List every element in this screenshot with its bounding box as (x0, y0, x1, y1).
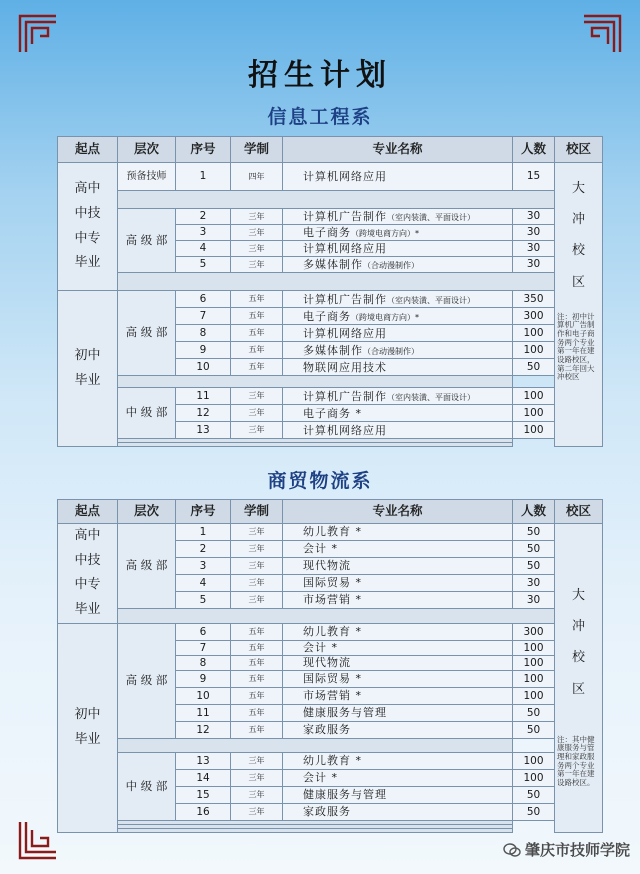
header-no: 序号 (176, 137, 231, 163)
table-row: 8 五年 现代物流 100 (58, 655, 603, 670)
level-cell: 中 级 部 (118, 388, 176, 439)
header-start: 起点 (58, 137, 118, 163)
header-count: 人数 (513, 137, 555, 163)
table-row: 9 五年 多媒体制作（合动漫制作） 100 (58, 342, 603, 359)
table-row: 5 三年 多媒体制作（合动漫制作） 30 (58, 257, 603, 273)
spacer-row (118, 376, 513, 388)
spacer-row (118, 273, 555, 291)
section-title-info-eng: 信息工程系 (267, 106, 373, 128)
header-major: 专业名称 (283, 137, 513, 163)
section-title-trade: 商贸物流系 (267, 470, 373, 492)
campus-note: 注：初中计算机广告制作和电子商务两个专业第一年在建设路校区，第二年回大冲校区 (557, 311, 595, 382)
start-cell: 初中 毕业 (58, 291, 118, 447)
table-row: 9 五年 国际贸易 * 100 (58, 670, 603, 687)
table-row (58, 163, 603, 191)
table-row: 11 五年 健康服务与管理 50 (58, 704, 603, 721)
table-row: 12 五年 家政服务 50 (58, 721, 603, 738)
level-cell: 高 级 部 (118, 291, 176, 376)
page-title: 招生计划 (248, 58, 392, 93)
spacer-row (118, 738, 513, 752)
corner-ornament-top-right-icon (582, 14, 622, 54)
table-row: 12 三年 电子商务 * 100 (58, 405, 603, 422)
start-cell: 初中 毕业 (58, 623, 118, 832)
campus-cell: 大 冲 校 区 注：其中健康服务与管理和家政服务两个专业第一年在建设路校区。 (555, 524, 603, 833)
table-row: 2 三年 会计 * 50 (58, 540, 603, 557)
table-row: 中 级 部 11 三年 计算机广告制作（室内装潢、平面设计） 100 (58, 388, 603, 405)
table-row: 14 三年 会计 * 100 (58, 769, 603, 786)
table-row: 中 级 部 13 三年 幼儿教育 * 100 (58, 752, 603, 769)
table-row: 初中 毕业 高 级 部 6 五年 计算机广告制作（室内装潢、平面设计） 350 (58, 291, 603, 308)
table-row: 4 三年 计算机网络应用 30 (58, 241, 603, 257)
table-row: 高 级 部 2 三年 计算机广告制作（室内装潢、平面设计） 30 (58, 209, 603, 225)
row-duration: 四年 (231, 163, 283, 191)
row-count: 15 (513, 163, 555, 191)
level-cell: 中 级 部 (118, 752, 176, 820)
spacer-row (118, 608, 555, 623)
table-row: 7 五年 电子商务（跨境电商方向）* 300 (58, 308, 603, 325)
corner-ornament-bottom-left-icon (18, 820, 58, 860)
campus-cell: 大 冲 校 区 注：初中计算机广告制作和电子商务两个专业第一年在建设路校区，第二年回大冲校区 (555, 163, 603, 447)
row-major: 计算机网络应用 (283, 163, 513, 191)
header-duration: 学制 (231, 137, 283, 163)
logo-text: 肇庆市技师学院 (524, 841, 630, 859)
table-row: 10 五年 物联网应用技术 50 (58, 359, 603, 376)
table-row: 13 三年 计算机网络应用 100 (58, 422, 603, 439)
level-cell: 高 级 部 (118, 209, 176, 273)
spacer-row (118, 191, 555, 209)
wechat-watermark (503, 839, 630, 860)
level-cell: 高 级 部 (118, 524, 176, 609)
table-row: 初中 毕业 高 级 部 6 五年 幼儿教育 * 300 (58, 623, 603, 640)
table-row: 4 三年 国际贸易 * 30 (58, 574, 603, 591)
table-row: 8 五年 计算机网络应用 100 (58, 325, 603, 342)
header-campus: 校区 (555, 137, 603, 163)
table-row: 高中 中技 中专 毕业 高 级 部 1 三年 幼儿教育 * 50 大 冲 校 区 注：其中健康服务与管理和家政服务两个专业第一年在建设路校区。 (58, 524, 603, 541)
table-row: 15 三年 健康服务与管理 50 (58, 786, 603, 803)
header-level: 层次 (118, 137, 176, 163)
table-row: 10 五年 市场营销 * 100 (58, 687, 603, 704)
level-cell: 预备技师 (118, 163, 176, 191)
table-trade: 起点 层次 序号 学制 专业名称 人数 校区 高中 中技 中专 毕业 高 级 部 1 三年 幼儿教育 * 50 大 冲 校 区 注：其中健康服务与管理和家政服务两个专业第一年在建设路校区。 2 三年 会计 * 50 3 三年 现代物流 50 4 三年 国际贸易 * 30 5 三年 市场营销 * 30 初中 毕业 高 级 部 6 五年 幼儿教育 * 300 7 五年 会计 * 100 8 五年 现代物流 100 9 五年 国际贸易 * 100 10 五年 市场营销 * 100 11 五年 健康服务与管理 50 12 五年 家政服务 50 中 级 部 13 三年 幼儿教育 * 100 14 三年 会计 * 100 15 三年 健康服务与管理 50 16 三年 家政服务 50 (57, 499, 603, 833)
row-no: 1 (176, 163, 231, 191)
table-row: 3 三年 现代物流 50 (58, 557, 603, 574)
corner-ornament-top-left-icon (18, 14, 58, 54)
table-row: 7 五年 会计 * 100 (58, 640, 603, 655)
table-row: 16 三年 家政服务 50 (58, 803, 603, 820)
level-cell: 高 级 部 (118, 623, 176, 738)
table-row: 5 三年 市场营销 * 30 (58, 591, 603, 608)
campus-note: 注：其中健康服务与管理和家政服务两个专业第一年在建设路校区。 (557, 734, 595, 787)
wechat-icon (503, 843, 521, 857)
table-info-eng (57, 136, 603, 447)
table-row: 3 三年 电子商务（跨境电商方向）* 30 (58, 225, 603, 241)
start-cell: 高中 中技 中专 毕业 (58, 524, 118, 624)
start-cell: 高中 中技 中专 毕业 (58, 163, 118, 291)
